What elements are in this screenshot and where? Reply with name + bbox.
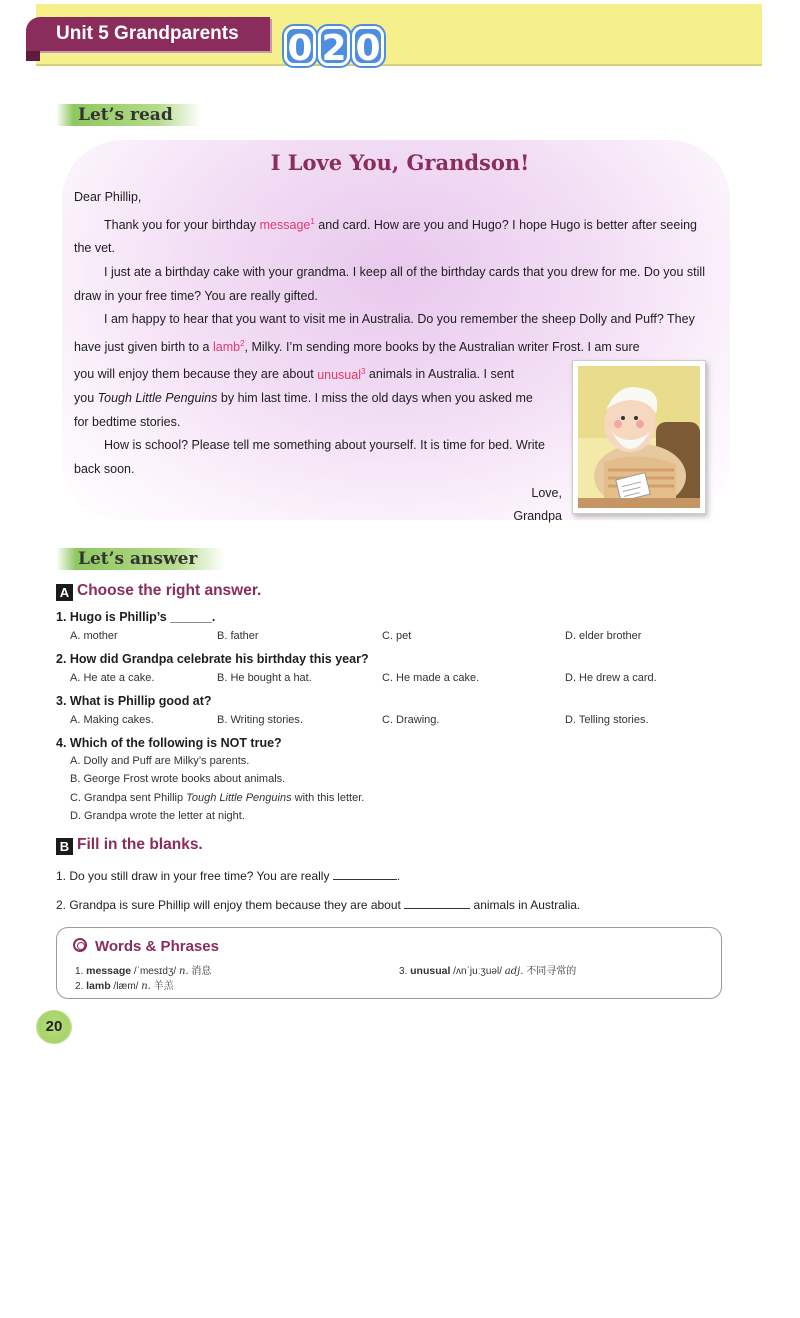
- text: n.: [179, 966, 189, 977]
- letter-closing: Love,: [531, 485, 562, 500]
- text: by him last time. I miss the old days when you asked me: [217, 391, 533, 406]
- text: lamb: [212, 339, 241, 354]
- text: unusual: [410, 965, 451, 977]
- text: with this letter.: [291, 792, 365, 804]
- words-phrases-title: [73, 938, 219, 955]
- option[interactable]: D. elder brother: [565, 630, 642, 642]
- text: message: [259, 217, 311, 232]
- footnote-mark: 1: [310, 216, 315, 226]
- option[interactable]: [70, 792, 364, 804]
- grandpa-writing-image: [578, 366, 700, 508]
- text: Words & Phrases: [95, 938, 219, 955]
- option[interactable]: D. Telling stories.: [565, 714, 649, 726]
- text: 消息: [191, 966, 212, 977]
- page-code-digit: 0: [284, 26, 316, 66]
- fill-item-1: [56, 868, 400, 883]
- text: 2. Grandpa is sure Phillip will enjoy them because they are about: [56, 898, 405, 912]
- text: you: [74, 391, 98, 406]
- text: you will enjoy them because they are about: [74, 367, 318, 382]
- page-code-digit: 0: [352, 26, 384, 66]
- option[interactable]: B. Writing stories.: [217, 714, 303, 726]
- letter-paragraph: [74, 210, 706, 261]
- option[interactable]: C. pet: [382, 630, 412, 642]
- option[interactable]: B. father: [217, 630, 259, 642]
- fill-item-2: [56, 897, 580, 912]
- lets-read-label: Let’s read: [56, 104, 201, 126]
- option[interactable]: C. He made a cake.: [382, 672, 480, 684]
- lets-answer-label: Let’s answer: [56, 548, 225, 570]
- vocab-word-lamb: [213, 340, 245, 354]
- option[interactable]: A. He ate a cake.: [70, 672, 155, 684]
- text: I am happy to hear that you want to visit me in Australia. Do you remember the sheep Dolly and Puff? They have just given birth to a: [74, 312, 695, 354]
- page-code: [284, 26, 384, 69]
- text: lamb: [86, 980, 111, 992]
- text: .: [396, 869, 401, 883]
- page-number: 20: [36, 1010, 72, 1044]
- question-3: 3. What is Phillip good at?: [56, 694, 212, 708]
- part-b-title: Fill in the blanks.: [77, 836, 203, 853]
- vocab-word-message: [260, 218, 315, 232]
- part-a-title: Choose the right answer.: [77, 582, 262, 599]
- text: 不同寻常的: [526, 966, 577, 977]
- option[interactable]: B. George Frost wrote books about animals.: [70, 773, 286, 785]
- text: unusual: [317, 367, 361, 382]
- letter-line: for bedtime stories.: [74, 414, 181, 429]
- text: , Milky. I’m sending more books by the Australian writer Frost. I am sure: [244, 339, 640, 354]
- question-4: 4. Which of the following is NOT true?: [56, 736, 282, 750]
- vocab-entry: [399, 962, 576, 977]
- letter-salutation: Dear Phillip,: [74, 190, 142, 204]
- words-phrases-box: [56, 927, 722, 999]
- vocab-word-unusual: [317, 368, 365, 382]
- book-title: Tough Little Penguins: [186, 792, 292, 804]
- text: Thank you for your birthday: [104, 217, 260, 232]
- option[interactable]: A. Making cakes.: [70, 714, 154, 726]
- text: 2.: [75, 981, 84, 992]
- text: /ʌnˈjuːʒuəl/: [453, 966, 502, 977]
- option[interactable]: A. mother: [70, 630, 118, 642]
- text: /ˈmesɪdʒ/: [133, 966, 177, 977]
- option[interactable]: C. Drawing.: [382, 714, 440, 726]
- text: adj.: [504, 966, 524, 977]
- option[interactable]: D. He drew a card.: [565, 672, 657, 684]
- letter-paragraph: How is school? Please tell me something about yourself. It is time for bed. Write back soon.: [74, 438, 545, 476]
- text: animals in Australia. I sent: [365, 367, 515, 382]
- part-a-heading: [56, 582, 261, 601]
- footnote-mark: 3: [361, 366, 366, 376]
- text: /læm/: [113, 981, 139, 992]
- text: animals in Australia.: [470, 898, 581, 912]
- letter-paragraph: I just ate a birthday cake with your grandma. I keep all of the birthday cards that you drew for me. Do you still draw in your free time? You are really gifted.: [74, 264, 705, 303]
- text: n.: [141, 981, 151, 992]
- text: 1.: [75, 966, 84, 977]
- page-code-digit: 2: [318, 26, 350, 66]
- book-title: Tough Little Penguins: [97, 391, 218, 406]
- blank-input[interactable]: [404, 897, 470, 909]
- letter-signature: Grandpa: [513, 509, 562, 524]
- text: 3.: [399, 966, 408, 977]
- vocab-entry: [75, 977, 174, 992]
- text: and card. How are you and Hugo? I hope Hugo is better after seeing the vet.: [74, 217, 698, 256]
- text: 羊羔: [153, 981, 174, 992]
- part-b-heading: [56, 836, 203, 855]
- blank-input[interactable]: [333, 868, 397, 880]
- story-title: I Love You, Grandson!: [270, 150, 530, 175]
- footnote-mark: 2: [240, 338, 245, 348]
- unit-title: Unit 5 Grandparents: [26, 17, 270, 51]
- option[interactable]: A. Dolly and Puff are Milky’s parents.: [70, 755, 250, 767]
- question-2: 2. How did Grandpa celebrate his birthday this year?: [56, 652, 369, 666]
- option[interactable]: B. He bought a hat.: [217, 672, 312, 684]
- part-a-badge: A: [56, 584, 73, 601]
- text: C. Grandpa sent Phillip: [70, 792, 187, 804]
- letter-paragraph: [74, 308, 706, 359]
- part-b-badge: B: [56, 838, 73, 855]
- grandpa-illustration: [572, 360, 706, 514]
- letter-line: [74, 387, 562, 411]
- text: message: [86, 965, 132, 977]
- text: 1. Do you still draw in your free time? You are really: [56, 869, 333, 883]
- vocab-entry: [75, 962, 211, 977]
- question-1: 1. Hugo is Phillip’s ______.: [56, 610, 216, 624]
- option[interactable]: D. Grandpa wrote the letter at night.: [70, 810, 245, 822]
- target-icon: [73, 938, 87, 952]
- letter-line: [74, 359, 562, 387]
